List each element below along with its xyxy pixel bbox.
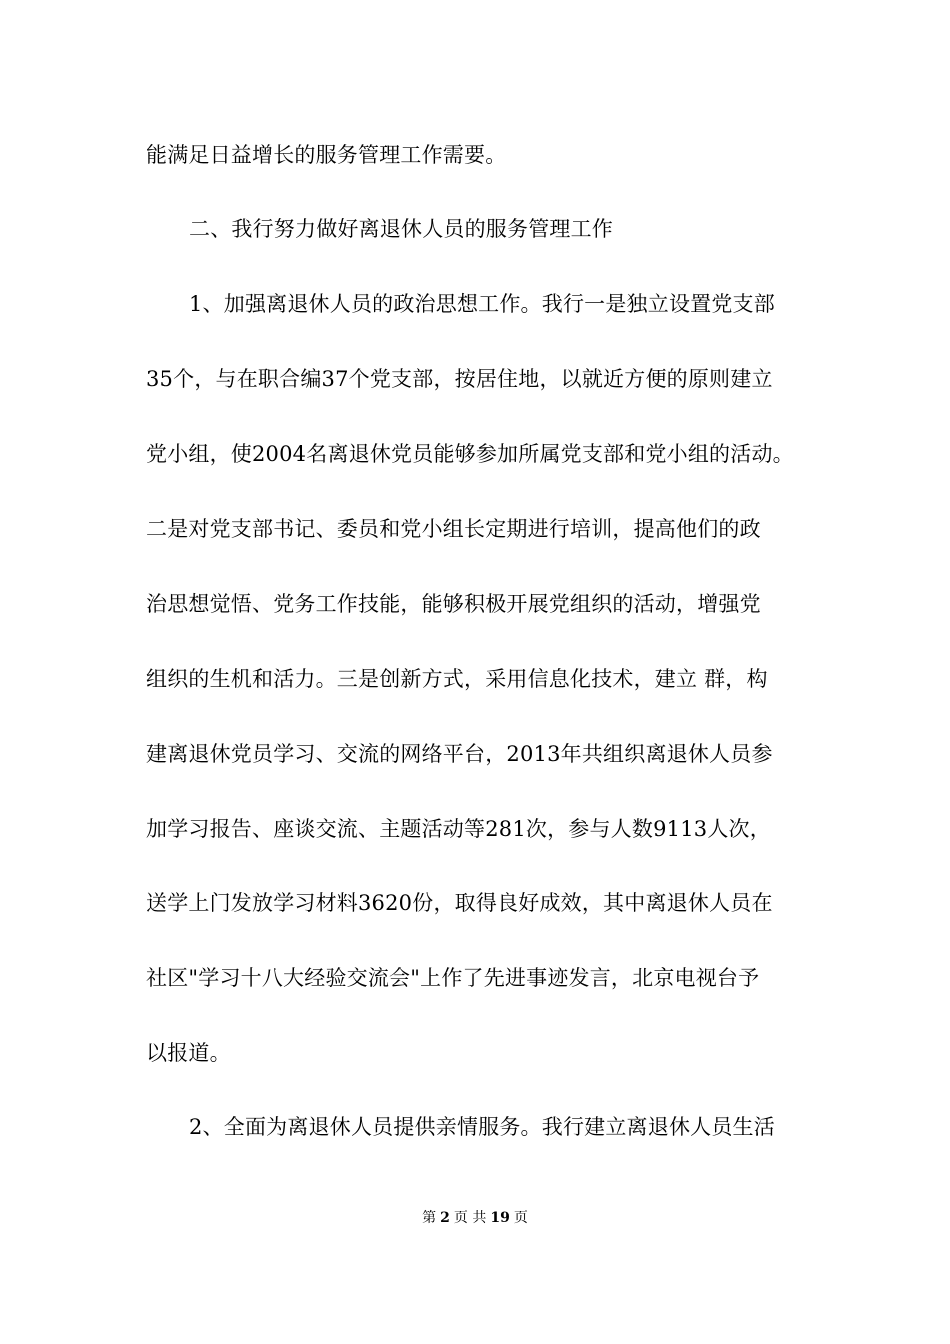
paragraph-line-13: 以报道。	[146, 1041, 231, 1065]
paragraph-line-7: 治思想觉悟、党务工作技能，能够积极开展党组织的活动，增强党	[146, 592, 761, 616]
paragraph-line-6: 二是对党支部书记、委员和党小组长定期进行培训，提高他们的政	[146, 517, 761, 541]
paragraph-line-9: 建离退休党员学习、交流的网络平台，2013年共组织离退休人员参	[146, 742, 773, 766]
footer-prefix: 第	[422, 1210, 437, 1226]
footer-suffix: 页	[513, 1210, 528, 1226]
paragraph-line-5: 党小组，使2004名离退休党员能够参加所属党支部和党小组的活动。	[146, 442, 794, 466]
paragraph-line-10: 加学习报告、座谈交流、主题活动等281次，参与人数9113人次，	[146, 817, 771, 841]
paragraph-line-14: 2、全面为离退休人员提供亲情服务。我行建立离退休人员生活	[189, 1115, 775, 1139]
section-heading: 二、我行努力做好离退休人员的服务管理工作	[189, 217, 613, 241]
paragraph-line-12: 社区"学习十八大经验交流会"上作了先进事迹发言，北京电视台予	[146, 966, 760, 990]
paragraph-line-4: 35个，与在职合编37个党支部，按居住地，以就近方便的原则建立	[146, 367, 773, 391]
footer-middle: 页 共	[453, 1210, 487, 1226]
paragraph-line-1: 能满足日益增长的服务管理工作需要。	[146, 143, 507, 167]
paragraph-line-8: 组织的生机和活力。三是创新方式，采用信息化技术，建立 群，构	[146, 667, 768, 691]
paragraph-line-11: 送学上门发放学习材料3620份，取得良好成效，其中离退休人员在	[146, 891, 773, 915]
footer-total-pages: 19	[490, 1210, 510, 1226]
paragraph-line-3: 1、加强离退休人员的政治思想工作。我行一是独立设置党支部	[189, 292, 775, 316]
footer-page-number: 2	[440, 1210, 450, 1226]
page-footer	[0, 1208, 950, 1228]
